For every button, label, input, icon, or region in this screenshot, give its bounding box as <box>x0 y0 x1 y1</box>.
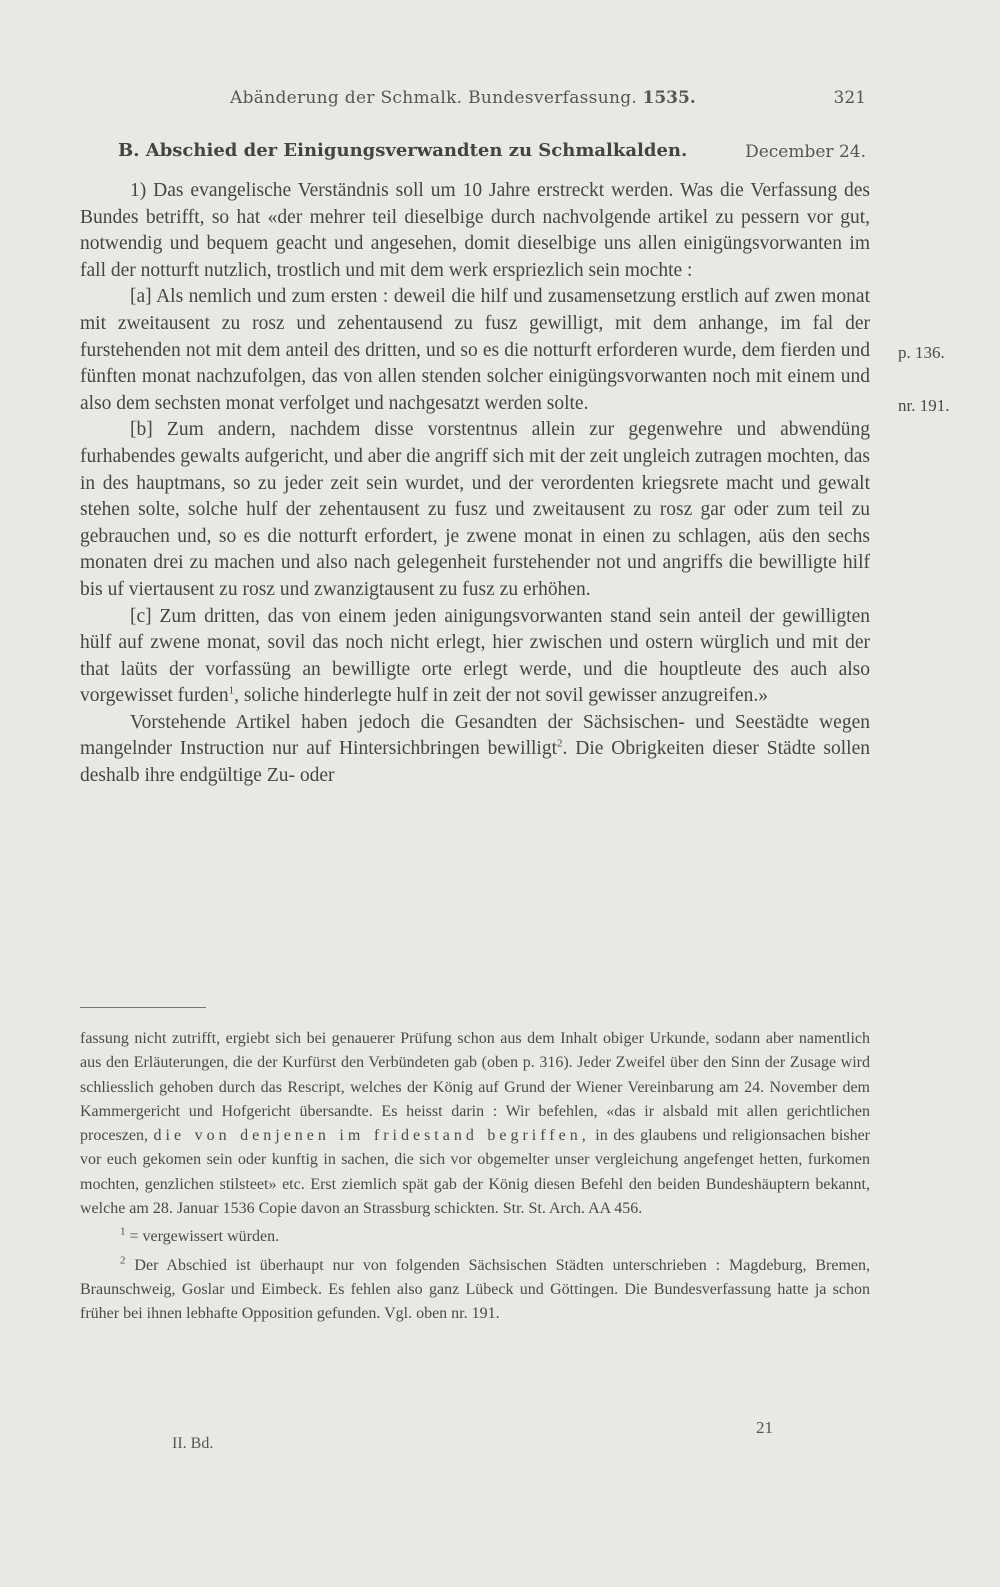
running-head-title: Abänderung der Schmalk. Bundesverfassung. <box>230 88 638 108</box>
footnote-ref-1: 1 <box>228 684 235 697</box>
running-head <box>230 88 866 108</box>
running-head-year: 1535. <box>642 88 696 108</box>
paragraph-5-text-a: Vorstehende Artikel haben jedoch die Gesandten der Sächsischen- und Seestädte wegen mangelnder Instruction nur auf Hintersichbringen bewilligt <box>80 711 870 760</box>
footnote-2-mark: 2 <box>120 1254 126 1267</box>
page-number: 321 <box>833 88 866 108</box>
paragraph-2: [a] Als nemlich und zum ersten : deweil die hilf und zusamensetzung erstlich auf zwen monat mit zweitausent zu rosz und zehentausend zu fusz gewilligt, mit dem anhange, im fal der furstehenden not mit dem anteil des dritten, und so es die notturft erforderen wurde, dem fierden und fünften monat nachzufolgen, das von allen stenden solcher einigüngsvorwanten noch mit einem und also dem sechsten monat verfolget und nachgesatzt werden solte. <box>80 286 870 414</box>
footnote-2 <box>80 1254 870 1327</box>
footnote-continuation <box>80 1027 870 1221</box>
section-date: December 24. <box>745 142 866 162</box>
paragraph-5 <box>80 710 870 790</box>
footnotes <box>80 1027 870 1327</box>
section-heading <box>118 140 866 161</box>
footnote-cont-text-a: fassung nicht zutrifft, ergiebt sich bei genauerer Prüfung schon aus dem Inhalt obiger Urkunde, sodann aber namentlich aus den Erläuterungen, die der Kurfürst den Verbündeten gab (oben p. 316). Jeder Zweifel über den Sinn der Zusage wird schliesslich gehoben durch das Rescript, welches der König auf Grund der Wiener Vereinbarung am 24. November dem Kammergericht und Hofgericht übersandte. Es heisst darin : Wir befehlen, «das ir alsbald mit allen gerichtlichen proceszen, <box>80 1030 870 1145</box>
footnote-cont-spaced: die von denjenen im fridestand begriffen, <box>153 1127 590 1145</box>
section-title: B. Abschied der Einigungsverwandten zu Schmalkalden. <box>118 140 688 161</box>
paragraph-4-text-b: , soliche hinderlegte hulf in zeit der not sovil gewisser anzugreifen.» <box>234 685 768 707</box>
paragraph-4-text-a: [c] Zum dritten, das von einem jeden ainigungsvorwanten stand sein anteil der gewilligten hülf auf zwene monat, sovil das noch nicht erlegt, hier zwischen und ostern würglich und mit der that laüts der vorfassüng an bewilligte orte erlegt werde, und die houptleute des auch also vorgewisset furden <box>80 605 870 707</box>
paragraph-3: [b] Zum andern, nachdem disse vorstentnus allein zur gegenwehre und abwendüng furhabendes gewalts aufgericht, und aber die angriff sich mit der zeit ungleich zutragen mochten, das in des hauptmans, so zu jeder zeit sein wurdet, und der verordenten kriegsrete macht und gewalt stehen solte, solche hulf der zehentausent zu fusz und zweitausent zu rosz gar oder zum teil zu gebrauchen und, so es die notturft erfordert, je zwene monat in einen zu schlagen, aüs den sechs monaten drei zu machen und also nach gelegenheit furstehender not und angriffs die bewilligte hilf bis uf viertausent zu rosz und zwanzigtausent zu fusz zu erhöhen. <box>80 419 870 600</box>
footnote-1-text: = vergewissert würden. <box>129 1228 280 1246</box>
body-text <box>80 178 870 790</box>
paragraph-1: 1) Das evangelische Verständnis soll um 10 Jahre erstreckt werden. Was die Verfassung des Bundes betrifft, so hat «der mehrer teil dieselbige durch nachvolgende artikel zu pessern vor gut, notwendig und bequem geacht und angesehen, domit dieselbige uns allen einigüngsvorwanten im fall der notturft nutzlich, trostlich und mit dem werk erspriezlich sein mochte : <box>80 180 870 281</box>
footnote-1 <box>80 1225 870 1249</box>
footnote-2-text: Der Abschied ist überhaupt nur von folgenden Sächsischen Städten unterschrieben : Magdeburg, Bremen, Braunschweig, Goslar und Eimbeck. Es fehlen also ganz Lübeck und Göttingen. Die Bundesverfassung hatte ja schon früher bei ihnen lebhafte Opposition gefunden. Vgl. oben nr. 191. <box>80 1256 871 1323</box>
margin-note-nr191: nr. 191. <box>898 396 950 415</box>
footnote-ref-2: 2 <box>557 737 563 750</box>
footnote-1-mark: 1 <box>120 1226 126 1239</box>
paragraph-4 <box>80 604 870 710</box>
paragraph-5-text-b: . Die Obrigkeiten dieser Städte sollen deshalb ihre endgültige Zu- oder <box>80 738 870 787</box>
footnote-cont-text-b: in des glaubens und religionsachen bisher vor euch gekomen sein oder kunftig in sachen, die sich vor obgemelter unser vergleichung angefenget hetten, furkomen mochten, genzlichen stilsteet» etc. Erst ziemlich spät gab der König diesen Befehl den beiden Bundeshäuptern bekannt, welche am 28. Januar 1536 Copie davon an Strassburg schickten. Str. St. Arch. AA 456. <box>80 1127 871 1218</box>
margin-note-p136: p. 136. <box>898 343 945 362</box>
footnote-divider <box>80 1007 206 1008</box>
sheet-number: 21 <box>756 1418 773 1437</box>
volume-signature: II. Bd. <box>172 1435 214 1452</box>
